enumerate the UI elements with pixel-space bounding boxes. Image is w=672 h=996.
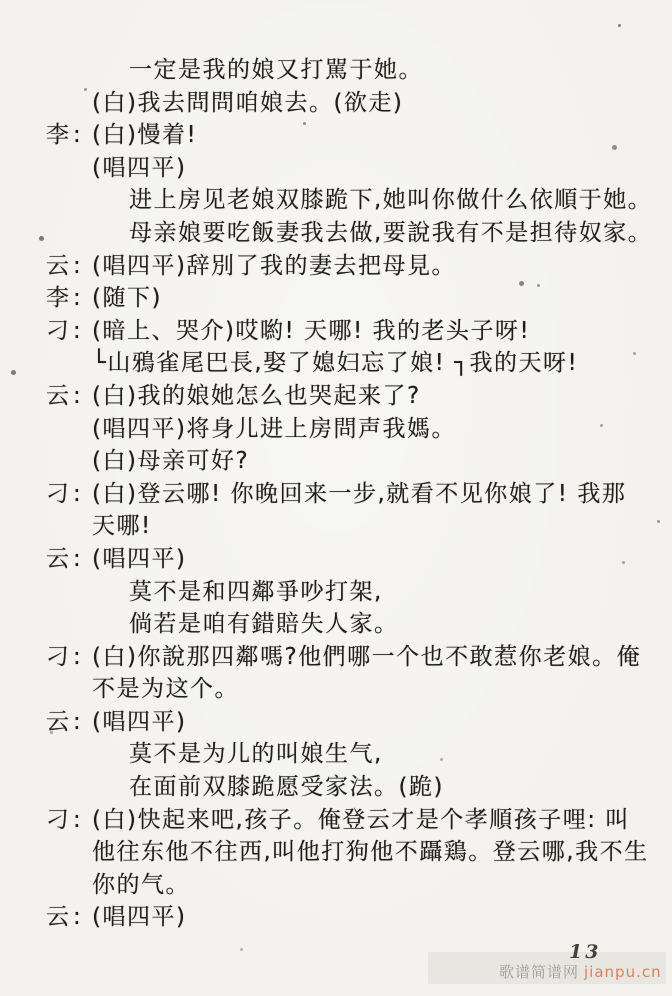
speaker-label: 刁: bbox=[46, 643, 85, 670]
script-line bbox=[0, 282, 672, 315]
line-text: 在面前双膝跪愿受家法。(跪) bbox=[129, 774, 444, 801]
script-line bbox=[0, 54, 672, 87]
line-text: 天哪! bbox=[92, 513, 152, 540]
script-line bbox=[0, 738, 672, 771]
script-line bbox=[0, 804, 672, 837]
speaker-label: 云: bbox=[46, 252, 85, 279]
script-line bbox=[0, 641, 672, 674]
script-line bbox=[0, 347, 672, 380]
watermark bbox=[499, 961, 662, 982]
script-line bbox=[0, 869, 672, 902]
speaker-label: 云: bbox=[46, 545, 85, 572]
speaker-label: 云: bbox=[46, 708, 85, 735]
script-line bbox=[0, 608, 672, 641]
script-line bbox=[0, 380, 672, 413]
script-line bbox=[0, 184, 672, 217]
script-line bbox=[0, 510, 672, 543]
script-line bbox=[0, 413, 672, 446]
line-text: (白)登云哪! 你晚回来一步,就看不见你娘了! 我那 bbox=[92, 480, 627, 507]
script-line bbox=[0, 478, 672, 511]
line-text: (唱四平)辞別了我的妻去把母見。 bbox=[92, 252, 456, 279]
line-text: (唱四平)将身儿进上房問声我媽。 bbox=[92, 415, 456, 442]
line-text: (唱四平) bbox=[92, 545, 187, 572]
watermark-site-name: 歌谱简谱网 bbox=[499, 963, 580, 981]
speaker-label: 刁: bbox=[46, 480, 85, 507]
script-line bbox=[0, 576, 672, 609]
script-line bbox=[0, 445, 672, 478]
line-text: 不是为这个。 bbox=[92, 676, 239, 703]
watermark-site-url: jianpu.cn bbox=[584, 963, 662, 981]
script-line bbox=[0, 771, 672, 804]
script-line bbox=[0, 119, 672, 152]
page-number: 13 bbox=[569, 941, 602, 963]
speaker-label: 刁: bbox=[46, 806, 85, 833]
line-text: 母亲娘要吃飯妻我去做,要說我有不是担待奴家。 bbox=[129, 219, 653, 246]
line-text: (白)母亲可好? bbox=[92, 448, 250, 475]
line-text: └山鴉雀尾巴長,娶了媳妇忘了娘! ┐我的天呀! bbox=[92, 350, 579, 377]
line-text: (白)我的娘她怎么也哭起来了? bbox=[92, 382, 421, 409]
line-text: (白)快起来吧,孩子。俺登云才是个孝順孩子哩: 叫 bbox=[92, 806, 630, 833]
script-line bbox=[0, 217, 672, 250]
script-body bbox=[0, 54, 672, 934]
speaker-label: 李: bbox=[46, 285, 85, 312]
line-text: 一定是我的娘又打駡于她。 bbox=[129, 57, 423, 83]
line-text: (唱四平) bbox=[92, 708, 187, 735]
line-text: 他往东他不往西,叫他打狗他不躡鶏。登云哪,我不生 bbox=[92, 839, 649, 866]
watermark-band bbox=[428, 952, 666, 984]
line-text: 进上房见老娘双膝跪下,她叫你做什么依順于她。 bbox=[129, 187, 653, 214]
speaker-label: 刁: bbox=[46, 317, 85, 344]
speaker-label: 云: bbox=[46, 904, 85, 931]
scan-noise-specks bbox=[0, 0, 3, 3]
script-line bbox=[0, 315, 672, 348]
script-line bbox=[0, 673, 672, 706]
script-line bbox=[0, 250, 672, 283]
line-text: (随下) bbox=[92, 285, 162, 312]
line-text: (唱四平) bbox=[92, 154, 187, 181]
line-text: 莫不是和四鄰爭吵打架, bbox=[129, 578, 383, 605]
speaker-label: 云: bbox=[46, 382, 85, 409]
script-line bbox=[0, 152, 672, 185]
script-line bbox=[0, 836, 672, 869]
line-text: (白)我去問問咱娘去。(欲走) bbox=[92, 89, 404, 116]
script-line bbox=[0, 543, 672, 576]
line-text: 倘若是咱有錯賠失人家。 bbox=[129, 611, 399, 638]
line-text: (白)你說那四鄰嗎?他們哪一个也不敢惹你老娘。俺 bbox=[92, 643, 642, 670]
line-text: (唱四平) bbox=[92, 904, 187, 931]
script-line bbox=[0, 901, 672, 934]
line-text: (暗上、哭介)哎喲! 天哪! 我的老头子呀! bbox=[92, 317, 531, 344]
script-line bbox=[0, 87, 672, 120]
line-text: 莫不是为儿的叫娘生气, bbox=[129, 741, 383, 768]
speaker-label: 李: bbox=[46, 122, 85, 149]
line-text: 你的气。 bbox=[92, 871, 190, 898]
script-line bbox=[0, 706, 672, 739]
line-text: (白)慢着! bbox=[92, 122, 198, 149]
